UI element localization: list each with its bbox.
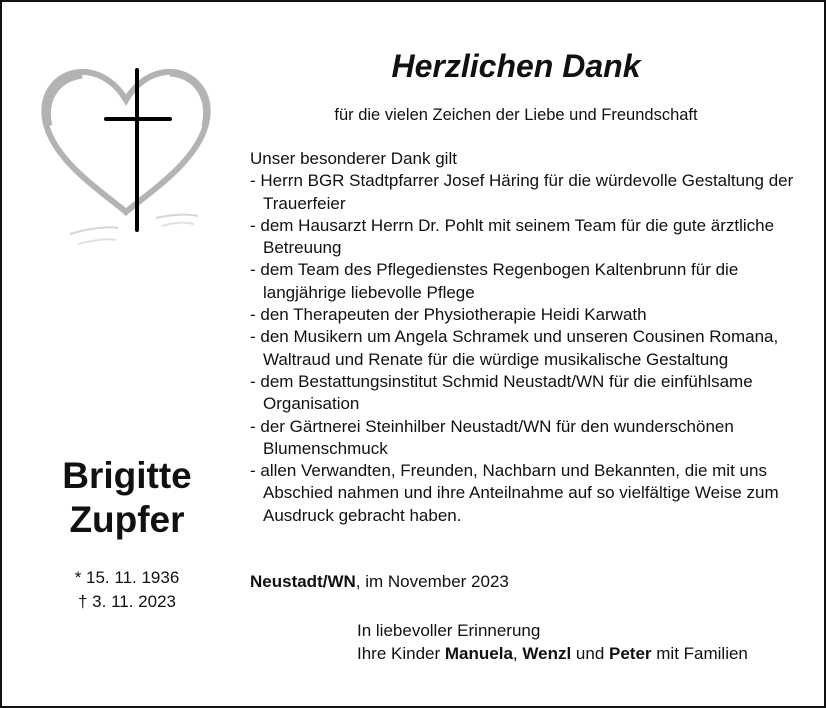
place-date-text: , im November 2023 [355,572,509,591]
signature-prefix: Ihre Kinder [357,643,445,663]
thanks-item: - allen Verwandten, Freunden, Nachbarn und Bekannten, die mit uns Abschied nahmen und ihre Anteilnahme auf so vielfältige Weise zum Ausdruck gebracht haben. [250,461,779,525]
separator: , [512,643,523,663]
thanks-item: - dem Bestattungsinstitut Schmid Neustadt/WN für die einfühlsame Organisation [250,371,753,414]
thanks-item: - dem Team des Pflegedienstes Regenbogen Kaltenbrunn für die langjährige liebevolle Pflege [250,260,739,302]
death-date: † 3. 11. 2023 [78,592,176,611]
deceased-name [2,454,252,542]
signature-line1: In liebevoller Erinnerung [357,621,541,640]
page-title: Herzlichen Dank [391,48,641,84]
signature [357,620,748,665]
child-name: Wenzl [522,643,572,663]
child-name: Peter [609,643,652,663]
thanks-item: - den Musikern um Angela Schramek und unseren Cousinen Romana, Waltraud und Renate für die würdige musikalische Gestaltung [250,327,779,369]
signature-line2 [357,643,748,666]
thanks-item: - der Gärtnerei Steinhilber Neustadt/WN für den wunderschönen Blumenschmuck [250,416,734,458]
last-name: Zupfer [69,499,185,540]
heart-outline-icon [44,72,207,212]
birth-date: * 15. 11. 1936 [74,568,180,587]
place-city: Neustadt/WN [250,572,356,591]
thanks-item: - den Therapeuten der Physiotherapie Heidi Karwath [250,305,647,325]
water-wave-icon [70,227,118,234]
signature-suffix: mit Familien [651,643,748,663]
subtitle: für die vielen Zeichen der Liebe und Freundschaft [334,106,698,124]
thanks-intro: Unser besonderer Dank gilt [250,149,457,168]
life-dates [2,566,252,614]
thanks-body [250,148,820,527]
child-name: Manuela [444,643,513,663]
first-name: Brigitte [62,455,192,496]
heart-with-cross-icon [38,64,214,252]
thanks-item: - Herrn BGR Stadtpfarrer Josef Häring für die würdevolle Gestaltung der Trauerfeier [250,171,794,213]
place-date [250,571,509,593]
thanks-item: - dem Hausarzt Herrn Dr. Pohlt mit seinem Team für die gute ärztliche Betreuung [250,215,775,258]
separator: und [571,643,609,663]
